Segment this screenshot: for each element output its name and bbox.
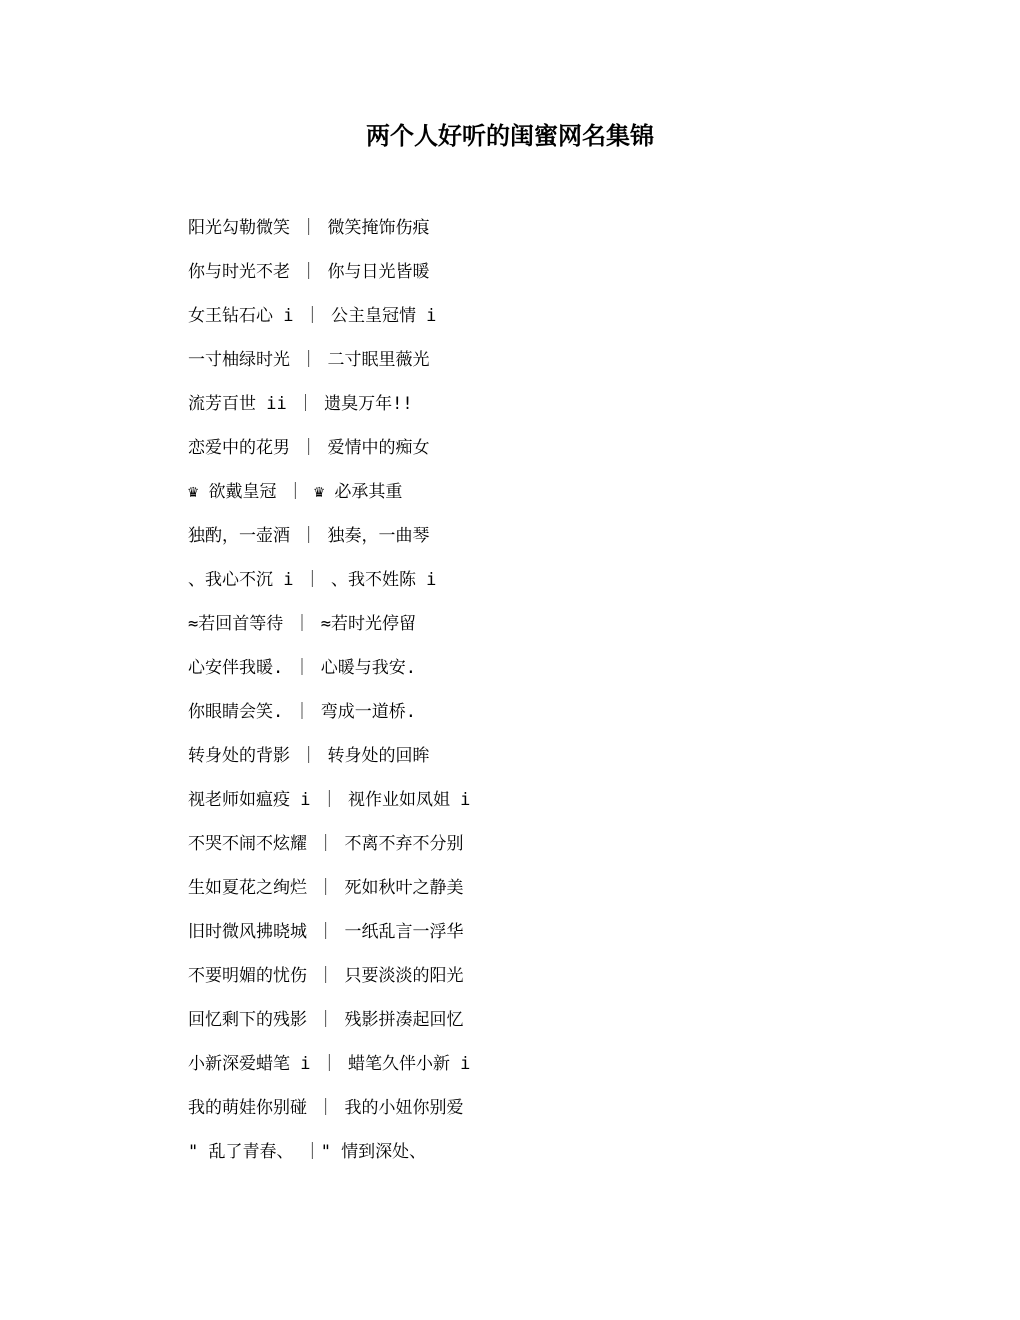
document-title: 两个人好听的闺蜜网名集锦 bbox=[366, 121, 654, 150]
nickname-pair-line: 不哭不闹不炫耀 ｜ 不离不弃不分别 bbox=[188, 834, 464, 854]
nickname-pair-line: 流芳百世 ii ｜ 遗臭万年!! bbox=[188, 394, 413, 414]
nickname-pair-line: 小新深爱蜡笔 i ｜ 蜡笔久伴小新 i bbox=[188, 1054, 471, 1074]
nickname-pair-line: 你与时光不老 ｜ 你与日光皆暖 bbox=[188, 262, 430, 282]
nickname-pair-line: 回忆剩下的残影 ｜ 残影拼凑起回忆 bbox=[188, 1010, 464, 1030]
nickname-pair-line: 独酌，一壶酒 ｜ 独奏，一曲琴 bbox=[188, 526, 430, 546]
nickname-pair-line: ≈若回首等待 ｜ ≈若时光停留 bbox=[188, 614, 416, 634]
nickname-pair-line: 阳光勾勒微笑 ｜ 微笑掩饰伤痕 bbox=[188, 218, 430, 238]
nickname-pair-line: 、我心不沉 i ｜ 、我不姓陈 i bbox=[188, 570, 437, 590]
nickname-pair-line: 旧时微风拂晓城 ｜ 一纸乱言一浮华 bbox=[188, 922, 464, 942]
nickname-pair-line: " 乱了青春、 ｜" 情到深处、 bbox=[188, 1142, 427, 1162]
nickname-pair-line: 我的萌娃你别碰 ｜ 我的小妞你别爱 bbox=[188, 1098, 464, 1118]
nickname-pair-line: 一寸柚绿时光 ｜ 二寸眠里薇光 bbox=[188, 350, 430, 370]
nickname-pair-line: 你眼睛会笑. ｜ 弯成一道桥. bbox=[188, 702, 416, 722]
nickname-pair-line: 视老师如瘟疫 i ｜ 视作业如凤姐 i bbox=[188, 790, 471, 810]
nickname-pair-line: 女王钻石心 i ｜ 公主皇冠情 i bbox=[188, 306, 437, 326]
nickname-pair-line: 不要明媚的忧伤 ｜ 只要淡淡的阳光 bbox=[188, 966, 464, 986]
nickname-pair-line: 转身处的背影 ｜ 转身处的回眸 bbox=[188, 746, 430, 766]
nickname-pair-line: 生如夏花之绚烂 ｜ 死如秋叶之静美 bbox=[188, 878, 464, 898]
nickname-pair-line: 心安伴我暖. ｜ 心暖与我安. bbox=[188, 658, 416, 678]
nickname-list bbox=[188, 211, 470, 1179]
nickname-pair-line: 恋爱中的花男 ｜ 爱情中的痴女 bbox=[188, 438, 430, 458]
nickname-pair-line: ♛ 欲戴皇冠 ｜ ♛ 必承其重 bbox=[188, 482, 403, 502]
